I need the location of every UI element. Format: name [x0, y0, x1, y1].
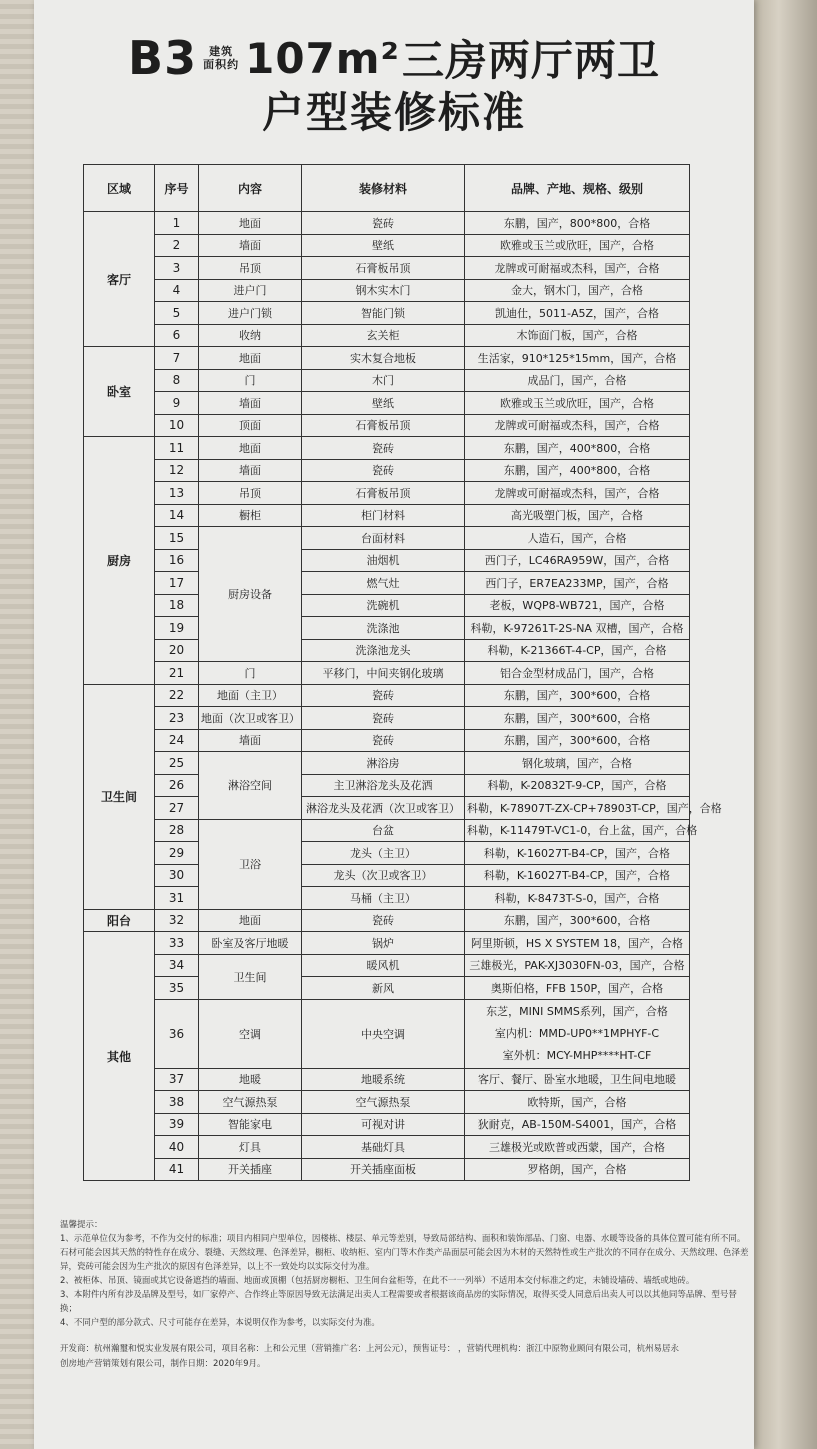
row-brand: 金大，钢木门，国产，合格	[465, 279, 690, 302]
row-brand: 欧雅或玉兰或欣旺，国产，合格	[465, 392, 690, 415]
row-item: 空气源热泵	[199, 1091, 302, 1114]
table-row	[84, 819, 690, 842]
unit-layout: 三房两厅两卫	[401, 36, 660, 85]
row-material: 龙头（主卫）	[302, 842, 465, 865]
row-material: 柜门材料	[302, 504, 465, 527]
notes-section	[60, 1218, 750, 1330]
brand-line: 室内机：MMD-UP0**1MPHYF-C	[494, 1026, 660, 1040]
row-no: 18	[155, 594, 199, 617]
row-no: 35	[155, 977, 199, 1000]
area-cell-other: 其他	[84, 932, 155, 1181]
row-item: 墙面	[199, 392, 302, 415]
row-brand: 科勒，K-97261T-2S-NA 双槽，国产，合格	[465, 617, 690, 640]
row-material: 主卫淋浴龙头及花洒	[302, 774, 465, 797]
row-material: 新风	[302, 977, 465, 1000]
row-brand: 三雄极光或欧普或西蒙，国产，合格	[465, 1136, 690, 1159]
table-row	[84, 527, 690, 550]
row-item: 墙面	[199, 729, 302, 752]
row-item: 淋浴空间	[199, 752, 302, 820]
row-material: 可视对讲	[302, 1113, 465, 1136]
row-brand: 龙牌或可耐福或杰科，国产，合格	[465, 482, 690, 505]
row-brand: 科勒，K-16027T-B4-CP，国产，合格	[465, 842, 690, 865]
page-title-line2: 户型装修标准	[261, 88, 526, 137]
row-item: 顶面	[199, 414, 302, 437]
row-material: 空气源热泵	[302, 1091, 465, 1114]
table-row	[84, 864, 690, 887]
row-item: 收纳	[199, 324, 302, 347]
area-tag-line2: 面积约	[203, 58, 240, 71]
row-brand: 西门子，ER7EA233MP，国产，合格	[465, 572, 690, 595]
row-no: 20	[155, 639, 199, 662]
row-no: 2	[155, 234, 199, 257]
row-no: 16	[155, 549, 199, 572]
row-item: 地面	[199, 437, 302, 460]
note-item: 1、示范单位仅为参考，不作为交付的标准；项目内相同户型单位，因楼栋、楼层、单元等差别，导致局部结构、面积和装饰部品、门窗、电器、水暖等设备的具体位置可能有所不同。石材可能会因其天然的特性存在成分、裂缝、天然纹理、色泽差异，橱柜、收纳柜、室内门等木作类产品面层可能会因为木材的天然特性或生产批次的不同存在成分、天然纹理、色泽差异，瓷砖可能会因为生产批次的原因有色泽差异，以上不一致处均以实际交付为准。	[60, 1234, 749, 1272]
table-row	[84, 414, 690, 437]
row-brand: 科勒，K-78907T-ZX-CP+78903T-CP，国产，合格	[465, 797, 690, 820]
row-material: 木门	[302, 369, 465, 392]
table-row	[84, 324, 690, 347]
row-no: 6	[155, 324, 199, 347]
brand-line: 东芝，MINI SMMS系列，国产，合格	[486, 1004, 668, 1018]
row-item: 卫生间	[199, 954, 302, 999]
table-row	[84, 594, 690, 617]
row-material: 瓷砖	[302, 729, 465, 752]
table-row	[84, 482, 690, 505]
row-brand: 科勒，K-20832T-9-CP，国产，合格	[465, 774, 690, 797]
row-material: 台盆	[302, 819, 465, 842]
area-tag-line1: 建筑	[209, 45, 234, 58]
table-row	[84, 212, 690, 235]
table-row	[84, 774, 690, 797]
row-material: 智能门锁	[302, 302, 465, 325]
table-header-row	[84, 165, 690, 212]
row-item: 门	[199, 662, 302, 685]
row-no: 25	[155, 752, 199, 775]
row-material: 燃气灶	[302, 572, 465, 595]
table-row	[84, 392, 690, 415]
row-material: 马桶（主卫）	[302, 887, 465, 910]
row-brand: 科勒，K-21366T-4-CP，国产，合格	[465, 639, 690, 662]
row-no: 22	[155, 684, 199, 707]
row-material: 玄关柜	[302, 324, 465, 347]
table-row	[84, 1113, 690, 1136]
header-item: 内容	[199, 165, 302, 212]
table-row	[84, 797, 690, 820]
row-brand: 狄耐克，AB-150M-S4001，国产，合格	[465, 1113, 690, 1136]
table-row	[84, 1091, 690, 1114]
row-item: 墙面	[199, 234, 302, 257]
note-item: 4、不同户型的部分款式、尺寸可能存在差异，本说明仅作为参考，以实际交付为准。	[60, 1318, 380, 1328]
row-material: 钢木实木门	[302, 279, 465, 302]
area-cell-living: 客厅	[84, 212, 155, 347]
row-brand: 东鹏，国产，400*800，合格	[465, 437, 690, 460]
row-material: 台面材料	[302, 527, 465, 550]
row-item: 进户门	[199, 279, 302, 302]
unit-code: B3	[128, 31, 198, 85]
row-material: 实木复合地板	[302, 347, 465, 370]
row-item: 地暖	[199, 1068, 302, 1091]
row-material: 石膏板吊顶	[302, 414, 465, 437]
table-row	[84, 932, 690, 955]
table-row	[84, 369, 690, 392]
row-item: 地面（次卫或客卫）	[199, 707, 302, 730]
header-material: 装修材料	[302, 165, 465, 212]
row-material: 瓷砖	[302, 684, 465, 707]
decoration-standard-table	[83, 164, 722, 1181]
row-brand: 老板，WQP8-WB721，国产，合格	[465, 594, 690, 617]
row-material: 洗碗机	[302, 594, 465, 617]
row-item: 地面（主卫）	[199, 684, 302, 707]
row-brand: 成品门，国产，合格	[465, 369, 690, 392]
row-no: 30	[155, 864, 199, 887]
row-no: 19	[155, 617, 199, 640]
row-no: 17	[155, 572, 199, 595]
row-no: 10	[155, 414, 199, 437]
row-no: 34	[155, 954, 199, 977]
table-row	[84, 234, 690, 257]
row-item: 卧室及客厅地暖	[199, 932, 302, 955]
table-row	[84, 842, 690, 865]
row-brand: 东鹏，国产，300*600，合格	[465, 909, 690, 932]
row-material: 淋浴房	[302, 752, 465, 775]
row-item: 卫浴	[199, 819, 302, 909]
row-brand: 凯迪仕，5011-A5Z，国产，合格	[465, 302, 690, 325]
area-cell-kitchen: 厨房	[84, 437, 155, 685]
row-no: 7	[155, 347, 199, 370]
row-material: 洗涤池龙头	[302, 639, 465, 662]
row-item: 地面	[199, 347, 302, 370]
notes-heading: 温馨提示：	[60, 1220, 103, 1230]
row-no: 32	[155, 909, 199, 932]
row-material: 油烟机	[302, 549, 465, 572]
table-row	[84, 504, 690, 527]
row-no: 27	[155, 797, 199, 820]
row-brand: 东鹏，国产，300*600，合格	[465, 707, 690, 730]
area-cell-balcony: 阳台	[84, 909, 155, 932]
table-row	[84, 459, 690, 482]
table-row	[84, 1136, 690, 1159]
row-no: 11	[155, 437, 199, 460]
row-material: 基础灯具	[302, 1136, 465, 1159]
row-no: 38	[155, 1091, 199, 1114]
row-brand: 欧雅或玉兰或欣旺，国产，合格	[465, 234, 690, 257]
row-brand: 奥斯伯格，FFB 150P，国产，合格	[465, 977, 690, 1000]
row-material: 中央空调	[302, 999, 465, 1068]
table-row	[84, 1158, 690, 1181]
unit-area: 107m²	[245, 33, 400, 83]
row-item: 地面	[199, 212, 302, 235]
note-item: 3、本附件内所有涉及品牌及型号，如厂家停产、合作终止等原因导致无法满足出卖人工程需要或者根据该商品房的实际情况，取得买受人同意后出卖人可以以其他同等品牌、型号替换；	[60, 1290, 737, 1314]
row-no: 8	[155, 369, 199, 392]
row-brand: 科勒，K-16027T-B4-CP，国产，合格	[465, 864, 690, 887]
row-material: 地暖系统	[302, 1068, 465, 1091]
row-material: 壁纸	[302, 392, 465, 415]
row-material: 壁纸	[302, 234, 465, 257]
row-item: 空调	[199, 999, 302, 1068]
row-brand: 铝合金型材成品门，国产，合格	[465, 662, 690, 685]
row-no: 15	[155, 527, 199, 550]
row-material: 瓷砖	[302, 707, 465, 730]
row-no: 29	[155, 842, 199, 865]
row-brand: 客厅、餐厅、卧室水地暖，卫生间电地暖	[465, 1068, 690, 1091]
table-row	[84, 347, 690, 370]
row-no: 37	[155, 1068, 199, 1091]
row-material: 平移门，中间夹钢化玻璃	[302, 662, 465, 685]
row-material: 石膏板吊顶	[302, 482, 465, 505]
row-brand: 三雄极光，PAK-XJ3030FN-03，国产，合格	[465, 954, 690, 977]
row-no: 3	[155, 257, 199, 280]
table-row	[84, 617, 690, 640]
area-tag	[203, 45, 239, 71]
row-material: 瓷砖	[302, 212, 465, 235]
footer-line: 创房地产营销策划有限公司，制作日期：2020年9月。	[60, 1359, 266, 1369]
table-row	[84, 707, 690, 730]
row-item: 墙面	[199, 459, 302, 482]
row-item: 进户门锁	[199, 302, 302, 325]
row-item: 橱柜	[199, 504, 302, 527]
row-brand: 东鹏，国产，300*600，合格	[465, 684, 690, 707]
area-cell-bedroom: 卧室	[84, 347, 155, 437]
row-material: 瓷砖	[302, 437, 465, 460]
row-material: 石膏板吊顶	[302, 257, 465, 280]
table-row	[84, 302, 690, 325]
row-item: 吊顶	[199, 257, 302, 280]
page-title-line1	[34, 28, 754, 88]
table-row	[84, 684, 690, 707]
table-row	[84, 752, 690, 775]
header-brand: 品牌、产地、规格、级别	[465, 165, 690, 212]
table-row	[84, 572, 690, 595]
header-no: 序号	[155, 165, 199, 212]
row-brand: 木饰面门板，国产，合格	[465, 324, 690, 347]
header-area: 区域	[84, 165, 155, 212]
table-row	[84, 977, 690, 1000]
row-no: 9	[155, 392, 199, 415]
row-no: 41	[155, 1158, 199, 1181]
row-brand: 东鹏，国产，400*800，合格	[465, 459, 690, 482]
row-material: 锅炉	[302, 932, 465, 955]
footer-line: 开发商：杭州瀚璽和悦实业发展有限公司，项目名称：上和公元里（营销推广名：上河公元），预售证号： ，营销代理机构：浙江中原物业顾问有限公司，杭州易居永	[60, 1344, 679, 1354]
row-brand: 科勒，K-8473T-S-0，国产，合格	[465, 887, 690, 910]
row-item: 灯具	[199, 1136, 302, 1159]
row-brand: 龙牌或可耐福或杰科，国产，合格	[465, 257, 690, 280]
table-row	[84, 549, 690, 572]
row-material: 暖风机	[302, 954, 465, 977]
row-brand: 东鹏，国产，300*600，合格	[465, 729, 690, 752]
row-no: 5	[155, 302, 199, 325]
table-row	[84, 662, 690, 685]
area-cell-bathroom: 卫生间	[84, 684, 155, 909]
row-material: 龙头（次卫或客卫）	[302, 864, 465, 887]
table-row	[84, 909, 690, 932]
row-no: 4	[155, 279, 199, 302]
row-item: 开关插座	[199, 1158, 302, 1181]
row-brand	[465, 999, 690, 1068]
row-brand: 龙牌或可耐福或杰科，国产，合格	[465, 414, 690, 437]
row-no: 40	[155, 1136, 199, 1159]
row-material: 洗涤池	[302, 617, 465, 640]
note-item: 2、被柜体、吊顶、镜面或其它设备遮挡的墙面、地面或顶棚（包括厨房橱柜、卫生间台盆柜等，在此不一一列举）不适用本交付标准之约定，未铺设墙砖、墙纸或地砖。	[60, 1276, 695, 1286]
row-no: 39	[155, 1113, 199, 1136]
table-row	[84, 999, 690, 1068]
row-brand: 欧特斯，国产，合格	[465, 1091, 690, 1114]
row-brand: 人造石，国产，合格	[465, 527, 690, 550]
row-item: 厨房设备	[199, 527, 302, 662]
row-brand: 钢化玻璃，国产，合格	[465, 752, 690, 775]
row-no: 12	[155, 459, 199, 482]
row-no: 14	[155, 504, 199, 527]
table-row	[84, 954, 690, 977]
table-row	[84, 729, 690, 752]
row-no: 28	[155, 819, 199, 842]
table-row	[84, 437, 690, 460]
row-no: 1	[155, 212, 199, 235]
row-material: 开关插座面板	[302, 1158, 465, 1181]
table-row	[84, 279, 690, 302]
row-item: 地面	[199, 909, 302, 932]
row-item: 吊顶	[199, 482, 302, 505]
row-item: 门	[199, 369, 302, 392]
row-material: 淋浴龙头及花洒（次卫或客卫）	[302, 797, 465, 820]
row-brand: 科勒，K-11479T-VC1-0，台上盆，国产，合格	[465, 819, 690, 842]
table-row	[84, 257, 690, 280]
standard-board	[34, 0, 754, 1449]
row-no: 36	[155, 999, 199, 1068]
row-no: 23	[155, 707, 199, 730]
row-brand: 罗格朗，国产，合格	[465, 1158, 690, 1181]
row-brand: 阿里斯顿，HS X SYSTEM 18，国产，合格	[465, 932, 690, 955]
developer-info-footer	[60, 1342, 750, 1372]
row-no: 13	[155, 482, 199, 505]
row-item: 智能家电	[199, 1113, 302, 1136]
brand-line: 室外机：MCY-MHP****HT-CF	[502, 1048, 652, 1062]
table-row	[84, 1068, 690, 1091]
row-material: 瓷砖	[302, 909, 465, 932]
wall-background-left	[0, 0, 34, 1449]
row-no: 24	[155, 729, 199, 752]
row-brand: 西门子，LC46RA959W，国产，合格	[465, 549, 690, 572]
row-material: 瓷砖	[302, 459, 465, 482]
table-row	[84, 887, 690, 910]
row-brand: 生活家，910*125*15mm，国产，合格	[465, 347, 690, 370]
row-no: 33	[155, 932, 199, 955]
row-brand: 高光吸塑门板，国产，合格	[465, 504, 690, 527]
row-no: 26	[155, 774, 199, 797]
row-no: 31	[155, 887, 199, 910]
row-no: 21	[155, 662, 199, 685]
wall-background-right	[753, 0, 817, 1449]
table-row	[84, 639, 690, 662]
row-brand: 东鹏，国产，800*800，合格	[465, 212, 690, 235]
